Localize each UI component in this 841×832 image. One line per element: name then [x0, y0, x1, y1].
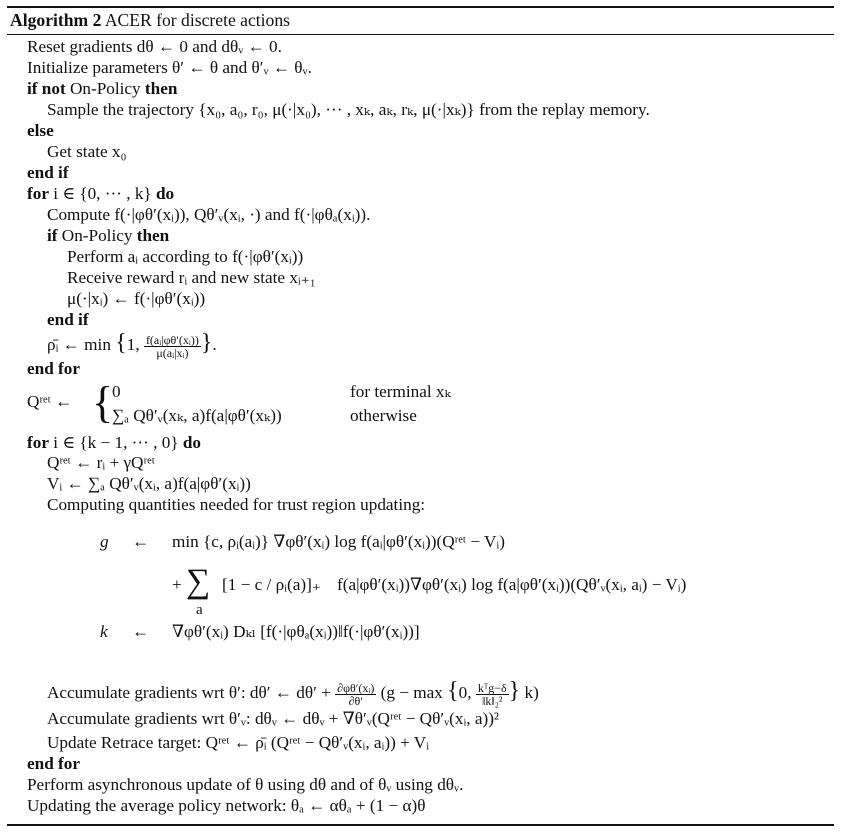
rho-bar-numerator: f(aᵢ|φθ′(xᵢ)) — [145, 332, 199, 347]
eq-k-lhs: k — [100, 622, 108, 641]
eq-k-arrow: ← — [132, 622, 150, 641]
line-set-mu: μ(·|xᵢ) ← f(·|φθ′(xᵢ)) — [67, 289, 206, 308]
case-nonterminal-condition: otherwise — [350, 406, 417, 425]
condition-on-policy-2: On-Policy — [57, 226, 137, 245]
keyword-for: for — [27, 184, 49, 203]
eq-g-lhs: g — [100, 532, 109, 551]
line-end-if-2: end if — [47, 310, 89, 329]
eq-g2-rest: f(a|φθ′(xᵢ))∇φθ′(xᵢ) log f(a|φθ′(xᵢ))(Qθ′ᵥ(xᵢ, aᵢ) − Vᵢ) — [337, 575, 687, 594]
projection-fraction — [476, 682, 509, 707]
eq-g-rhs: min {c, ρᵢ(aᵢ)} ∇φθ′(xᵢ) log f(aᵢ|φθ′(xᵢ))(Qʳᵉᵗ − Vᵢ) — [172, 532, 505, 551]
grad-fraction-denominator: ∂θ′ — [348, 693, 363, 708]
line-initialize-parameters: Initialize parameters θ′ ← θ and θ′ᵥ ← θᵥ. — [27, 58, 312, 77]
grad-fraction — [335, 682, 376, 707]
rho-bar-lhs: ρ̄ᵢ ← min — [47, 335, 116, 354]
line-accumulate-theta: Accumulate gradients wrt θ′: dθ′ ← dθ′ + $\frac{\text{∂φθ′(xᵢ)}}{\partial\theta'}$ (g − max {0, $\frac{\text{kᵀg−δ}}{\text{‖k‖₂²}}$ } k) — [47, 678, 539, 708]
grad-fraction-numerator: ∂φθ′(xᵢ) — [337, 680, 375, 695]
accumulate-theta-mid: (g − max — [376, 683, 448, 702]
bottom-rule — [7, 824, 834, 826]
rho-bar-fraction — [144, 334, 201, 359]
keyword-do-2: do — [182, 433, 202, 452]
line-for-loop-forward — [27, 184, 174, 204]
line-async-update: Perform asynchronous update of θ using dθ and of θᵥ using dθᵥ. — [27, 775, 464, 794]
line-computing-quantities: Computing quantities needed for trust region updating: — [47, 495, 426, 514]
line-for-loop-backward — [27, 433, 201, 453]
line-end-for: end for — [27, 359, 80, 378]
line-receive-reward: Receive reward rᵢ and new state xᵢ₊₁ — [67, 268, 316, 287]
line-compute-policies: Compute f(·|φθ′(xᵢ)), Qθ′ᵥ(xᵢ, ·) and f(·|φθₐ(xᵢ)). — [47, 205, 371, 224]
keyword-then: then — [144, 79, 178, 98]
eq-k-rhs: ∇φθ′(xᵢ) Dₖₗ [f(·|φθₐ(xᵢ))‖f(·|φθ′(xᵢ))] — [172, 622, 420, 641]
line-perform-action: Perform aᵢ according to f(·|φθ′(xᵢ)) — [67, 247, 304, 266]
case-terminal-condition: for terminal xₖ — [350, 382, 451, 401]
cases-brace: { — [92, 378, 114, 427]
algorithm-title — [10, 8, 290, 32]
projection-numerator: kᵀg−δ — [477, 680, 507, 695]
line-else: else — [27, 121, 54, 140]
keyword-do: do — [155, 184, 175, 203]
title-rule — [7, 34, 834, 35]
line-sample-trajectory: Sample the trajectory {x₀, a₀, r₀, μ(·|x₀), ··· , xₖ, aₖ, rₖ, μ(·|xₖ)} from the replay memory. — [47, 100, 650, 119]
q-ret-lhs: Qʳᵉᵗ ← — [27, 392, 73, 411]
line-end-if: end if — [27, 163, 69, 182]
accumulate-theta-prefix: Accumulate gradients wrt θ′: dθ′ ← dθ′ + — [47, 683, 336, 702]
condition-on-policy: On-Policy — [65, 79, 145, 98]
loop-range: i ∈ {0, ··· , k} — [48, 184, 156, 203]
case-nonterminal: ∑ₐ Qθ′ᵥ(xₖ, a)f(a|φθ′(xₖ)) — [112, 406, 282, 425]
line-accumulate-theta-v: Accumulate gradients wrt θ′ᵥ: dθᵥ ← dθᵥ + ∇θ′ᵥ(Qʳᵉᵗ − Qθ′ᵥ(xᵢ, a))² — [47, 709, 500, 728]
keyword-then-2: then — [136, 226, 170, 245]
line-if-not-on-policy — [27, 79, 177, 99]
eq-g2-plus: + — [172, 575, 182, 594]
eq-g2-sum: ∑ — [186, 563, 211, 600]
keyword-if: if — [47, 226, 58, 245]
keyword-for-2: for — [27, 433, 49, 452]
algorithm-label: Algorithm 2 — [10, 10, 102, 30]
line-value-estimate: Vᵢ ← ∑ₐ Qθ′ᵥ(xᵢ, a)f(a|φθ′(xᵢ)) — [47, 474, 251, 493]
case-terminal: 0 — [112, 382, 121, 401]
keyword-if-not: if not — [27, 79, 66, 98]
line-q-ret-update: Qʳᵉᵗ ← rᵢ + γQʳᵉᵗ — [47, 453, 155, 472]
rho-bar-denominator: μ(aᵢ|xᵢ) — [156, 345, 189, 360]
line-update-retrace: Update Retrace target: Qʳᵉᵗ ← ρ̄ᵢ (Qʳᵉᵗ − Qθ′ᵥ(xᵢ, aᵢ)) + Vᵢ — [47, 733, 430, 752]
accumulate-theta-suffix: k) — [520, 683, 539, 702]
line-rho-bar: ρ̄ᵢ ← min {1, $\frac{\text{f(aᵢ|φθ′(xᵢ))}}{\text{μ(aᵢ|xᵢ)}}$ }. — [47, 330, 217, 360]
line-get-state: Get state x₀ — [47, 142, 127, 161]
loop-range-backward: i ∈ {k − 1, ··· , 0} — [48, 433, 183, 452]
line-end-for-2: end for — [27, 754, 80, 773]
projection-denominator: ‖k‖₂² — [481, 693, 503, 708]
eq-g2-bracket: [1 − c / ρᵢ(a)]₊ — [222, 575, 321, 594]
eq-g2-sum-index: a — [196, 602, 203, 618]
eq-g-arrow: ← — [132, 532, 150, 551]
line-if-on-policy — [47, 226, 169, 246]
line-reset-gradients: Reset gradients dθ ← 0 and dθᵥ ← 0. — [27, 37, 282, 56]
line-average-policy: Updating the average policy network: θₐ ← αθₐ + (1 − α)θ — [27, 796, 426, 815]
algorithm-name: ACER for discrete actions — [104, 10, 291, 30]
